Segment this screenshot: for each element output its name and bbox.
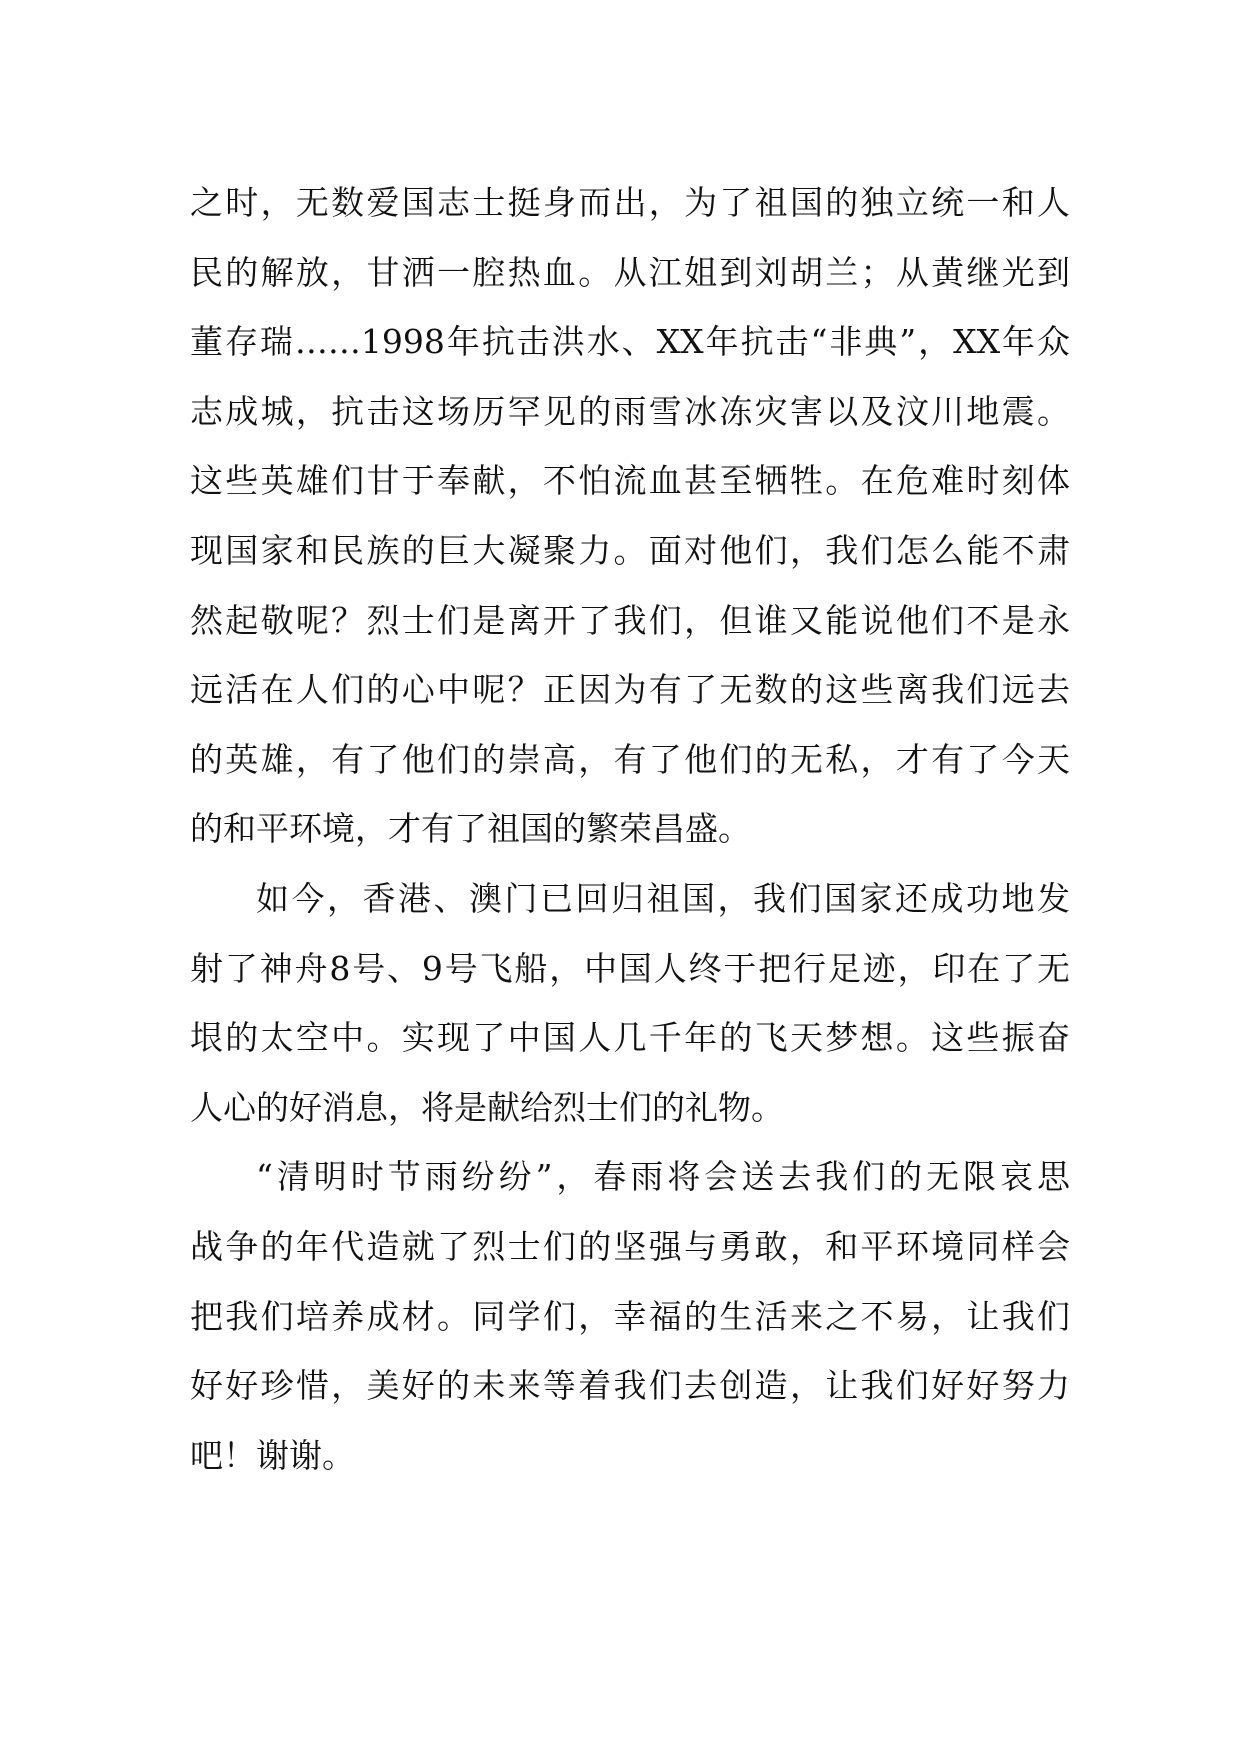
body-text <box>190 168 1070 1490</box>
text-line: 人心的好消息，将是献给烈士们的礼物。 <box>190 1087 784 1127</box>
text-line: 志成城，抗击这场历罕见的雨雪冰冻灾害以及汶川地震。 <box>190 391 1070 431</box>
text-line: 民的解放，甘洒一腔热血。从江姐到刘胡兰；从黄继光到 <box>190 252 1070 292</box>
paragraph-start-line: 如今，香港、澳门已回归祖国，我们国家还成功地发 <box>256 878 1070 918</box>
text-line: 的和平环境，才有了祖国的繁荣昌盛。 <box>190 809 751 849</box>
text-line: 射了神舟8号、9号飞船，中国人终于把行足迹，印在了无 <box>190 948 1070 988</box>
text-line: 这些英雄们甘于奉献，不怕流血甚至牺牲。在危难时刻体 <box>190 461 1070 501</box>
text-line: 的英雄，有了他们的崇高，有了他们的无私，才有了今天 <box>190 739 1070 779</box>
text-line: 现国家和民族的巨大凝聚力。面对他们，我们怎么能不肃 <box>190 530 1070 570</box>
text-line: 战争的年代造就了烈士们的坚强与勇敢，和平环境同样会 <box>190 1226 1070 1266</box>
text-line: 董存瑞……1998年抗击洪水、XX年抗击“非典”，XX年众 <box>190 322 1070 362</box>
text-line: 好好珍惜，美好的未来等着我们去创造，让我们好好努力 <box>190 1366 1070 1406</box>
text-line: 远活在人们的心中呢？正因为有了无数的这些离我们远去 <box>190 670 1070 710</box>
text-line: 把我们培养成材。同学们，幸福的生活来之不易，让我们 <box>190 1296 1070 1336</box>
text-line: 吧！谢谢。 <box>190 1435 355 1475</box>
text-line: 之时，无数爱国志士挺身而出，为了祖国的独立统一和人 <box>190 183 1070 222</box>
text-line: 垠的太空中。实现了中国人几千年的飞天梦想。这些振奋 <box>190 1018 1070 1058</box>
paragraph-start-line: “清明时节雨纷纷”，春雨将会送去我们的无限哀思 <box>256 1157 1070 1197</box>
text-line: 然起敬呢？烈士们是离开了我们，但谁又能说他们不是永 <box>190 600 1070 640</box>
